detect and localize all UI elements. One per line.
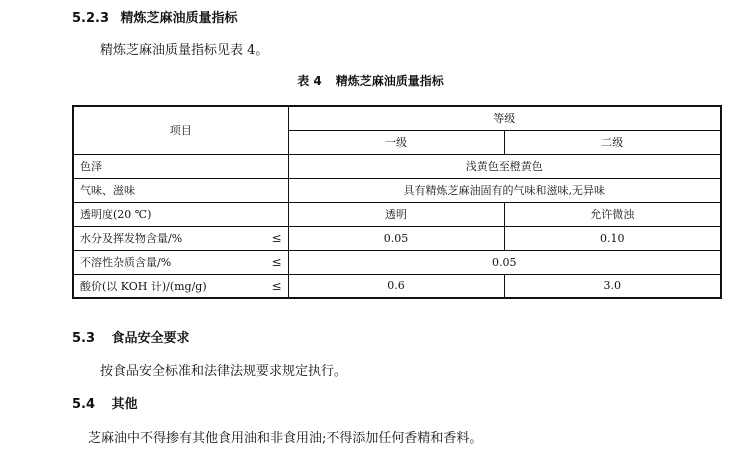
row-item: 色泽 [73,154,288,178]
row-item: 水分及挥发物含量/% [73,226,261,250]
quality-table [72,105,722,299]
table-row [73,274,721,298]
row-item: 不溶性杂质含量/% [73,250,261,274]
table-row [73,154,721,178]
row-value: 具有精炼芝麻油固有的气味和滋味,无异味 [288,178,721,202]
header-grade-2: 二级 [504,130,721,154]
section-5-2-3-paragraph: 精炼芝麻油质量指标见表 4。 [100,43,269,58]
table-row [73,202,721,226]
header-grade-1: 一级 [288,130,504,154]
section-title: 食品安全要求 [111,331,190,346]
section-number: 5.2.3 [72,11,110,26]
row-grade-1: 0.6 [288,274,504,298]
row-symbol: ≤ [261,250,288,274]
row-grade-2: 允许微浊 [504,202,721,226]
table-caption-number: 表 4 [297,74,322,88]
row-symbol: ≤ [261,274,288,298]
section-5-4-paragraph: 芝麻油中不得掺有其他食用油和非食用油;不得添加任何香精和香料。 [88,431,483,446]
table-row [73,250,721,274]
table-caption [0,72,741,89]
table-header-row [73,106,721,130]
row-grade-1: 0.05 [288,226,504,250]
section-5-2-3-heading [72,7,238,26]
row-grade-2: 0.10 [504,226,721,250]
row-grade-1: 透明 [288,202,504,226]
row-value: 0.05 [288,250,721,274]
section-title: 精炼芝麻油质量指标 [120,11,238,26]
header-grade: 等级 [288,106,721,130]
table-row [73,178,721,202]
table-row [73,226,721,250]
section-5-3-heading [72,327,190,346]
row-item: 气味、滋味 [73,178,288,202]
row-grade-2: 3.0 [504,274,721,298]
section-number: 5.3 [72,331,96,346]
section-number: 5.4 [72,397,96,412]
section-5-3-paragraph: 按食品安全标准和法律法规要求规定执行。 [100,364,348,379]
header-item: 项目 [73,106,288,154]
row-value: 浅黄色至橙黄色 [288,154,721,178]
row-symbol: ≤ [261,226,288,250]
row-item: 透明度(20 ℃) [73,202,288,226]
section-title: 其他 [111,397,138,412]
section-5-4-heading [72,393,138,412]
table-caption-title: 精炼芝麻油质量指标 [335,74,444,88]
row-item: 酸价(以 KOH 计)/(mg/g) [73,274,261,298]
